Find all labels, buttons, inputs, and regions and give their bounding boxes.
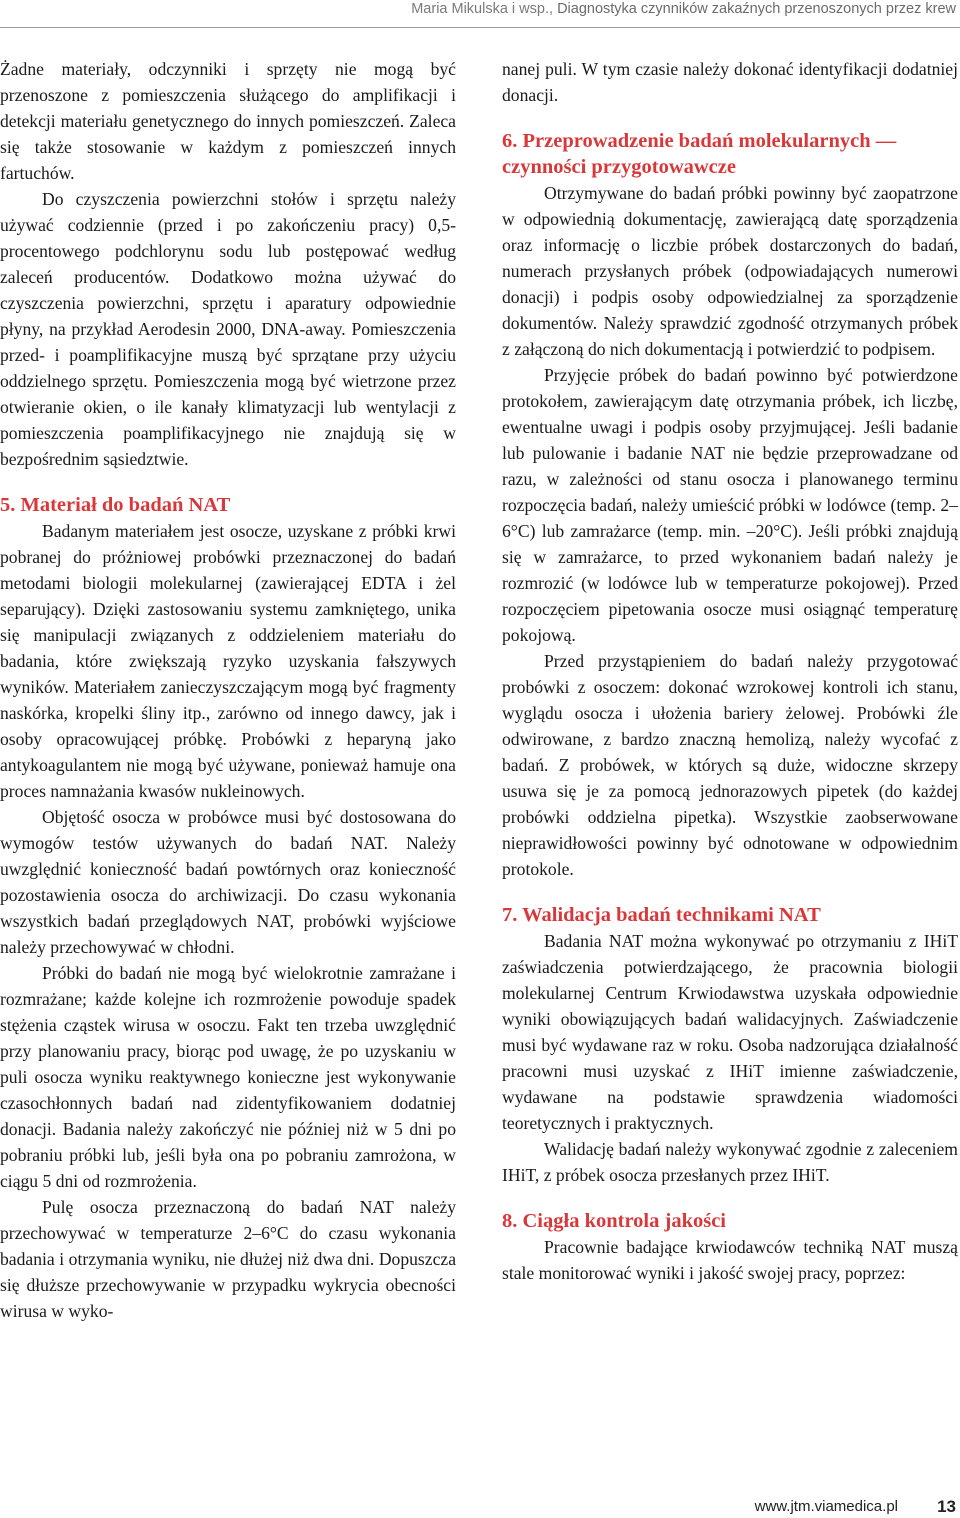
page-number: 13	[937, 1497, 956, 1516]
paragraph: Badania NAT można wykonywać po otrzymaniu z IHiT zaświadczenia potwierdzającego, że pracownia biologii molekularnej Centrum Krwiodawstwa uzyskała odpowiednie wyniki obowiązujących badań walidacyjnych. Zaświadczenie musi być wydawane raz w roku. Osoba nadzorująca działalność pracowni musi uzyskać z IHiT imienne zaświadczenie, wydawane na podstawie sprawdzenia wiadomości teoretycznych i praktycznych.	[502, 931, 958, 1133]
section-spacer	[502, 108, 958, 128]
paragraph: Pulę osocza przeznaczoną do badań NAT należy przechowywać w temperaturze 2–6°C do czasu wykonania badania i otrzymania wyniku, nie dłużej niż dwa dni. Dopuszcza się dłuższe przechowywanie w przypadku wykrycia obecności wirusa w wyko-	[0, 1197, 456, 1321]
paragraph: Przed przystąpieniem do badań należy przygotować probówki z osoczem: dokonać wzrokowej kontroli ich stanu, wyglądu osocza i ułożenia bariery żelowej. Probówki źle odwirowane, z bardzo znaczną hemolizą, należy wycofać z badań. Z probówek, w których są duże, widoczne skrzepy usuwa się je za pomocą jednorazowych pipetek (do każdej probówki oddzielna pipetka). Wszystkie zaobserwowane nieprawidłowości powinny być odnotowane w odpowiednim protokole.	[502, 651, 958, 879]
paragraph: Do czyszczenia powierzchni stołów i sprzętu należy używać codziennie (przed i po zakończeniu pracy) 0,5-procentowego podchlorynu sodu lub postępować według zaleceń producentów. Dodatkowo można używać do czyszczenia powierzchni, sprzętu i aparatury odpowiednie płyny, na przykład Aerodesin 2000, DNA-away. Pomieszczenia przed- i poamplifikacyjne muszą być sprzątane przy użyciu oddzielnego sprzętu. Pomieszczenia mogą być wietrzone przez otwieranie okien, o ile kanały klimatyzacji lub wentylacji z pomieszczenia poamplifikacyjnego nie znajdują się w bezpośrednim sąsiedztwie.	[0, 189, 456, 469]
paragraph: Badanym materiałem jest osocze, uzyskane z próbki krwi pobranej do próżniowej probówki przeznaczonej do badań metodami biologii molekularnej (zawierającej EDTA i żel separujący). Dzięki zastosowaniu systemu zamkniętego, unika się manipulacji związanych z oddzieleniem materiału do badania, które zwiększają ryzyko uzyskania fałszywych wyników. Materiałem zanieczyszczającym mogą być fragmenty naskórka, kropelki śliny itp., zarówno od innego dawcy, jak i osoby opracowującej próbkę. Probówki z heparyną jako antykoagulantem nie mogą być używane, ponieważ hamuje ona proces namnażania kwasów nukleinowych.	[0, 521, 456, 801]
running-head	[411, 0, 956, 18]
section-spacer	[502, 882, 958, 902]
header-divider	[0, 27, 960, 28]
paragraph: Żadne materiały, odczynniki i sprzęty nie mogą być przenoszone z pomieszczenia służącego do amplifikacji i detekcji materiału genetycznego do innych pomieszczeń. Zaleca się także stosowanie w każdym z pomieszczeń innych fartuchów.	[0, 59, 456, 183]
section-spacer	[0, 472, 456, 492]
paragraph: Próbki do badań nie mogą być wielokrotnie zamrażane i rozmrażane; każde kolejne ich rozmrożenie powoduje spadek stężenia cząstek wirusa w osoczu. Fakt ten trzeba uwzględnić przy planowaniu pracy, biorąc pod uwagę, że po uzyskaniu w puli osocza wyniku reaktywnego konieczne jest wykonywanie czasochłonnych badań nad zidentyfikowaniem dodatniej donacji. Badania należy zakończyć nie później niż w 5 dni po pobraniu próbki lub, jeśli była ona po pobraniu zamrożona, w ciągu 5 dni od rozmrożenia.	[0, 963, 456, 1191]
left-column	[0, 56, 456, 1324]
section-heading-8: 8. Ciągła kontrola jakości	[502, 1210, 726, 1232]
paragraph: Pracownie badające krwiodawców techniką NAT muszą stale monitorować wyniki i jakość swojej pracy, poprzez:	[502, 1237, 958, 1283]
section-heading-7: 7. Walidacja badań technikami NAT	[502, 904, 821, 926]
paragraph: Walidację badań należy wykonywać zgodnie z zaleceniem IHiT, z próbek osocza przesłanych przez IHiT.	[502, 1139, 958, 1185]
footer-url: www.jtm.viamedica.pl	[754, 1498, 898, 1515]
paragraph: nanej puli. W tym czasie należy dokonać identyfikacji dodatniej donacji.	[502, 59, 958, 105]
paragraph: Przyjęcie próbek do badań powinno być potwierdzone protokołem, zawierającym datę otrzymania próbek, ich liczbę, ewentualne uwagi i podpis osoby przyjmującej. Jeśli badanie lub pulowanie i badanie NAT nie będzie przeprowadzane od razu, w zależności od stanu osocza i planowanego terminu rozpoczęcia badań, należy umieścić próbki w lodówce (temp. 2–6°C) lub zamrażarce (temp. min. –20°C). Jeśli próbki znajdują się w zamrażarce, to przed wykonaniem badań należy je rozmrozić (w lodówce lub w temperaturze pokojowej). Przed rozpoczęciem pipetowania osocze musi osiągnąć temperaturę pokojową.	[502, 365, 958, 645]
section-heading-6: 6. Przeprowadzenie badań molekularnych — czynności przygotowawcze	[502, 130, 897, 178]
section-spacer	[502, 1188, 958, 1208]
running-head-authors: Maria Mikulska i wsp.,	[411, 1, 554, 17]
section-heading-5: 5. Materiał do badań NAT	[0, 494, 231, 516]
paragraph: Otrzymywane do badań próbki powinny być zaopatrzone w odpowiednią dokumentację, zawierającą datę sporządzenia oraz informację o liczbie próbek dostarczonych do badań, numerach przysłanych próbek (odpowiadających numerowi donacji) i podpis osoby odpowiedzialnej za sporządzenie dokumentów. Należy sprawdzić zgodność otrzymanych próbek z załączoną do nich dokumentacją i potwierdzić to podpisem.	[502, 183, 958, 359]
right-column	[502, 56, 958, 1286]
paragraph: Objętość osocza w probówce musi być dostosowana do wymogów testów używanych do badań NAT. Należy uwzględnić konieczność badań powtórnych oraz konieczność pozostawienia osocza do archiwizacji. Do czasu wykonania wszystkich badań przeglądowych NAT, probówki wyjściowe należy przechowywać w chłodni.	[0, 807, 456, 957]
running-head-title: Diagnostyka czynników zakaźnych przenoszonych przez krew	[557, 1, 956, 17]
